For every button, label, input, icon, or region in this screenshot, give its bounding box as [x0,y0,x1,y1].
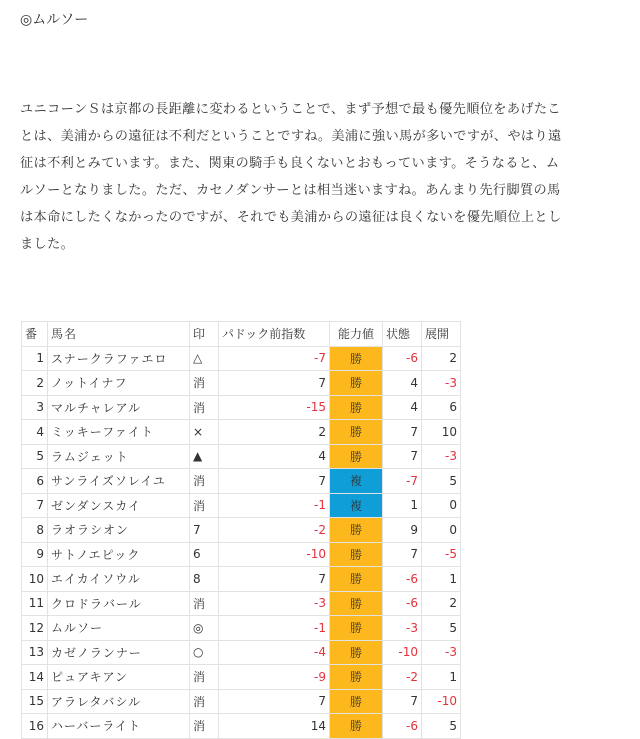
table-row [22,444,461,469]
cell-mark: 消 [190,591,219,616]
cell-mark: 8 [190,567,219,592]
cell-condition: -2 [383,665,422,690]
cell-horse-name: ラオラシオン [48,518,190,543]
cell-ability: 勝 [330,395,383,420]
cell-ability: 勝 [330,689,383,714]
cell-paddock-index: -2 [219,518,330,543]
table-row [22,420,461,445]
header-horse-name: 馬名 [48,322,190,347]
cell-development: -3 [422,640,461,665]
table-row [22,689,461,714]
cell-ability: 勝 [330,665,383,690]
cell-horse-name: サトノエピック [48,542,190,567]
cell-number: 1 [22,346,48,371]
cell-condition: 4 [383,371,422,396]
cell-development: 0 [422,493,461,518]
cell-horse-name: ピュアキアン [48,665,190,690]
cell-condition: 7 [383,689,422,714]
cell-condition: -6 [383,567,422,592]
table-row [22,640,461,665]
table-row [22,469,461,494]
cell-horse-name: ハーバーライト [48,714,190,739]
table-row [22,714,461,739]
cell-horse-name: マルチャレアル [48,395,190,420]
cell-condition: -6 [383,714,422,739]
cell-development: -5 [422,542,461,567]
cell-mark: 消 [190,395,219,420]
cell-ability: 勝 [330,518,383,543]
table-row [22,493,461,518]
cell-number: 15 [22,689,48,714]
cell-paddock-index: 2 [219,420,330,445]
cell-paddock-index: -9 [219,665,330,690]
header-ability: 能力値 [330,322,383,347]
article-paragraph [20,96,630,258]
cell-horse-name: エイカイソウル [48,567,190,592]
cell-mark: 消 [190,689,219,714]
cell-mark: ◎ [190,616,219,641]
cell-number: 8 [22,518,48,543]
cell-horse-name: サンライズソレイユ [48,469,190,494]
cell-condition: 4 [383,395,422,420]
cell-ability: 勝 [330,714,383,739]
cell-paddock-index: -1 [219,493,330,518]
cell-development: -10 [422,689,461,714]
cell-ability: 勝 [330,420,383,445]
paragraph-line: は本命にしたくなかったのですが、それでも美浦からの遠征は良くないを優先順位上とし [20,210,562,225]
cell-ability: 勝 [330,371,383,396]
cell-paddock-index: -10 [219,542,330,567]
cell-ability: 勝 [330,542,383,567]
cell-condition: 1 [383,493,422,518]
cell-number: 10 [22,567,48,592]
cell-condition: 7 [383,542,422,567]
cell-development: -3 [422,444,461,469]
cell-horse-name: ムルソー [48,616,190,641]
cell-development: 2 [422,346,461,371]
cell-horse-name: カゼノランナー [48,640,190,665]
cell-paddock-index: 7 [219,371,330,396]
cell-development: 1 [422,665,461,690]
cell-development: 6 [422,395,461,420]
cell-mark: 消 [190,665,219,690]
cell-ability: 勝 [330,640,383,665]
table-row [22,591,461,616]
cell-ability: 複 [330,493,383,518]
cell-development: -3 [422,371,461,396]
cell-paddock-index: -7 [219,346,330,371]
cell-horse-name: ミッキーファイト [48,420,190,445]
cell-horse-name: クロドラバール [48,591,190,616]
cell-mark: 消 [190,371,219,396]
cell-development: 2 [422,591,461,616]
cell-mark: 消 [190,469,219,494]
cell-paddock-index: 7 [219,689,330,714]
cell-mark: ○ [190,640,219,665]
table-row [22,371,461,396]
header-number: 番 [22,322,48,347]
cell-development: 5 [422,616,461,641]
cell-number: 4 [22,420,48,445]
cell-number: 6 [22,469,48,494]
cell-mark: 消 [190,714,219,739]
cell-horse-name: ゼンダンスカイ [48,493,190,518]
cell-ability: 勝 [330,567,383,592]
cell-number: 2 [22,371,48,396]
cell-number: 11 [22,591,48,616]
cell-number: 7 [22,493,48,518]
cell-condition: -7 [383,469,422,494]
cell-condition: -6 [383,346,422,371]
horse-index-table [21,321,461,739]
cell-ability: 複 [330,469,383,494]
cell-number: 5 [22,444,48,469]
paragraph-line: ました。 [20,237,75,252]
cell-mark: 7 [190,518,219,543]
cell-number: 13 [22,640,48,665]
cell-ability: 勝 [330,444,383,469]
cell-paddock-index: -4 [219,640,330,665]
table-body [22,346,461,738]
cell-mark: × [190,420,219,445]
cell-paddock-index: 7 [219,469,330,494]
cell-mark: 6 [190,542,219,567]
paragraph-line: 征は不利とみています。また、関東の騎手も良くないとおもっています。そうなると、ム [20,156,560,171]
table-row [22,346,461,371]
header-paddock-index: パドック前指数 [219,322,330,347]
table-row [22,542,461,567]
cell-condition: -6 [383,591,422,616]
cell-horse-name: ラムジェット [48,444,190,469]
cell-ability: 勝 [330,616,383,641]
table-row [22,395,461,420]
cell-condition: -3 [383,616,422,641]
cell-horse-name: スナークラファエロ [48,346,190,371]
table-header-row [22,322,461,347]
table-row [22,518,461,543]
paragraph-line: ユニコーンＳは京都の長距離に変わるということで、まず予想で最も優先順位をあげたこ [20,102,561,117]
cell-paddock-index: -1 [219,616,330,641]
article-heading: ◎ムルソー [20,12,89,28]
cell-development: 0 [422,518,461,543]
cell-condition: 7 [383,420,422,445]
header-mark: 印 [190,322,219,347]
cell-mark: ▲ [190,444,219,469]
cell-paddock-index: 4 [219,444,330,469]
cell-number: 12 [22,616,48,641]
cell-ability: 勝 [330,346,383,371]
cell-development: 5 [422,714,461,739]
table-row [22,616,461,641]
cell-development: 1 [422,567,461,592]
cell-paddock-index: -15 [219,395,330,420]
table-row [22,665,461,690]
paragraph-line: とは、美浦からの遠征は不利だということですね。美浦に強い馬が多いですが、やはり遠 [20,129,562,144]
cell-condition: 7 [383,444,422,469]
cell-paddock-index: 14 [219,714,330,739]
cell-mark: △ [190,346,219,371]
paragraph-line: ルソーとなりました。ただ、カセノダンサーとは相当迷いますね。あんまり先行脚質の馬 [20,183,561,198]
cell-paddock-index: 7 [219,567,330,592]
cell-condition: -10 [383,640,422,665]
cell-horse-name: ノットイナフ [48,371,190,396]
cell-development: 5 [422,469,461,494]
header-development: 展開 [422,322,461,347]
cell-development: 10 [422,420,461,445]
cell-horse-name: アラレタバシル [48,689,190,714]
cell-number: 14 [22,665,48,690]
cell-number: 9 [22,542,48,567]
cell-ability: 勝 [330,591,383,616]
header-condition: 状態 [383,322,422,347]
cell-mark: 消 [190,493,219,518]
cell-paddock-index: -3 [219,591,330,616]
table-row [22,567,461,592]
cell-number: 16 [22,714,48,739]
cell-number: 3 [22,395,48,420]
cell-condition: 9 [383,518,422,543]
